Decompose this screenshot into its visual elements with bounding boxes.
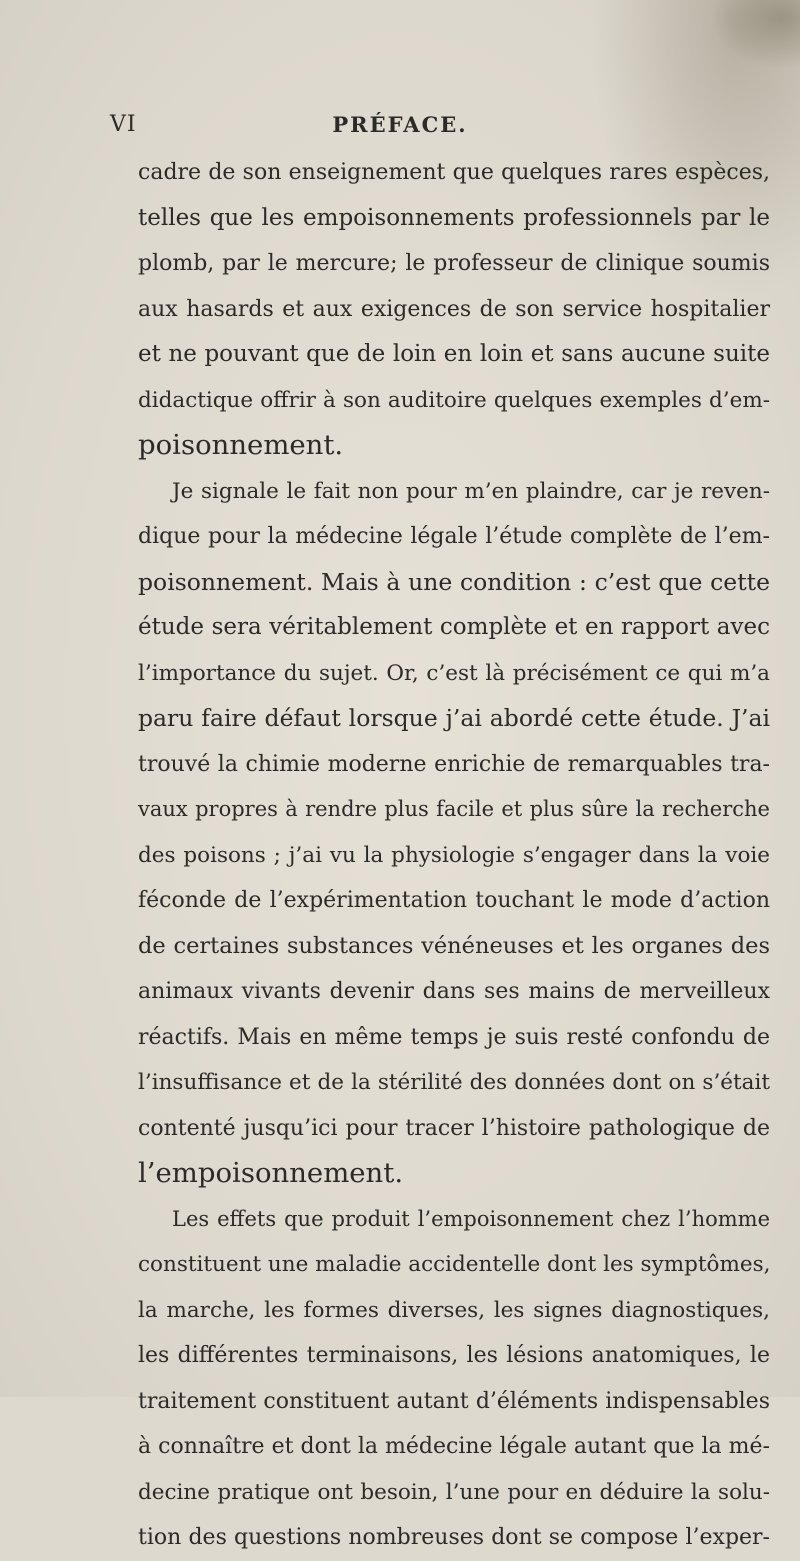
text-line: vaux propres à rendre plus facile et plus sûre la recherche xyxy=(138,797,770,821)
text-line: et ne pouvant que de loin en loin et sans aucune suite xyxy=(138,341,770,367)
text-line: la marche, les formes diverses, les signes diagnostiques, xyxy=(138,1297,770,1323)
text-line: Je signale le fait non pour m’en plaindre, car je reven- xyxy=(172,478,770,504)
text-line: tion des questions nombreuses dont se compose l’exper- xyxy=(138,1525,770,1550)
text-line: constituent une maladie accidentelle dont les symptômes, xyxy=(138,1252,771,1277)
text-line: à connaître et dont la médecine légale autant que la mé- xyxy=(138,1434,770,1459)
text-line: trouvé la chimie moderne enrichie de remarquables tra- xyxy=(138,751,770,777)
text-line: réactifs. Mais en même temps je suis resté confondu de xyxy=(138,1024,770,1050)
text-line: animaux vivants devenir dans ses mains de merveilleux xyxy=(138,979,770,1004)
text-line: didactique offrir à son auditoire quelques exemples d’em- xyxy=(138,387,770,413)
text-line: telles que les empoisonnements professionnels par le xyxy=(138,204,770,231)
text-line: les différentes terminaisons, les lésions anatomiques, le xyxy=(138,1343,770,1368)
text-line: poisonnement. xyxy=(138,429,344,461)
text-line: l’importance du sujet. Or, c’est là précisément ce qui m’a xyxy=(138,660,770,686)
paper-stain xyxy=(710,0,800,70)
text-line: contenté jusqu’ici pour tracer l’histoire pathologique de xyxy=(138,1115,770,1141)
text-line: decine pratique ont besoin, l’une pour en déduire la solu- xyxy=(138,1479,770,1505)
page-number: VI xyxy=(110,112,137,137)
text-line: l’insuffisance et de la stérilité des données dont on s’était xyxy=(138,1070,770,1095)
text-line: traitement constituent autant d’éléments indispensables xyxy=(138,1388,770,1414)
text-line: dique pour la médecine légale l’étude complète de l’em- xyxy=(138,524,770,549)
text-line: poisonnement. Mais à une condition : c’est que cette xyxy=(138,567,770,596)
text-line: cadre de son enseignement que quelques rares espèces, xyxy=(138,160,770,185)
text-line: aux hasards et aux exigences de son service hospitalier xyxy=(138,296,770,322)
text-line: des poisons ; j’ai vu la physiologie s’engager dans la voie xyxy=(138,842,770,868)
text-line: Les effets que produit l’empoisonnement chez l’homme xyxy=(172,1206,770,1231)
text-line: étude sera véritablement complète et en rapport avec xyxy=(138,614,770,640)
page-header xyxy=(0,112,800,144)
text-line: plomb, par le mercure; le professeur de clinique soumis xyxy=(138,251,770,276)
text-line: l’empoisonnement. xyxy=(138,1157,404,1189)
text-line: féconde de l’expérimentation touchant le mode d’action xyxy=(138,888,770,913)
text-line: de certaines substances vénéneuses et les organes des xyxy=(138,932,770,959)
text-line: paru faire défaut lorsque j’ai abordé cette étude. J’ai xyxy=(138,704,770,732)
running-head: PRÉFACE. xyxy=(332,112,468,137)
body-text xyxy=(138,150,770,1561)
